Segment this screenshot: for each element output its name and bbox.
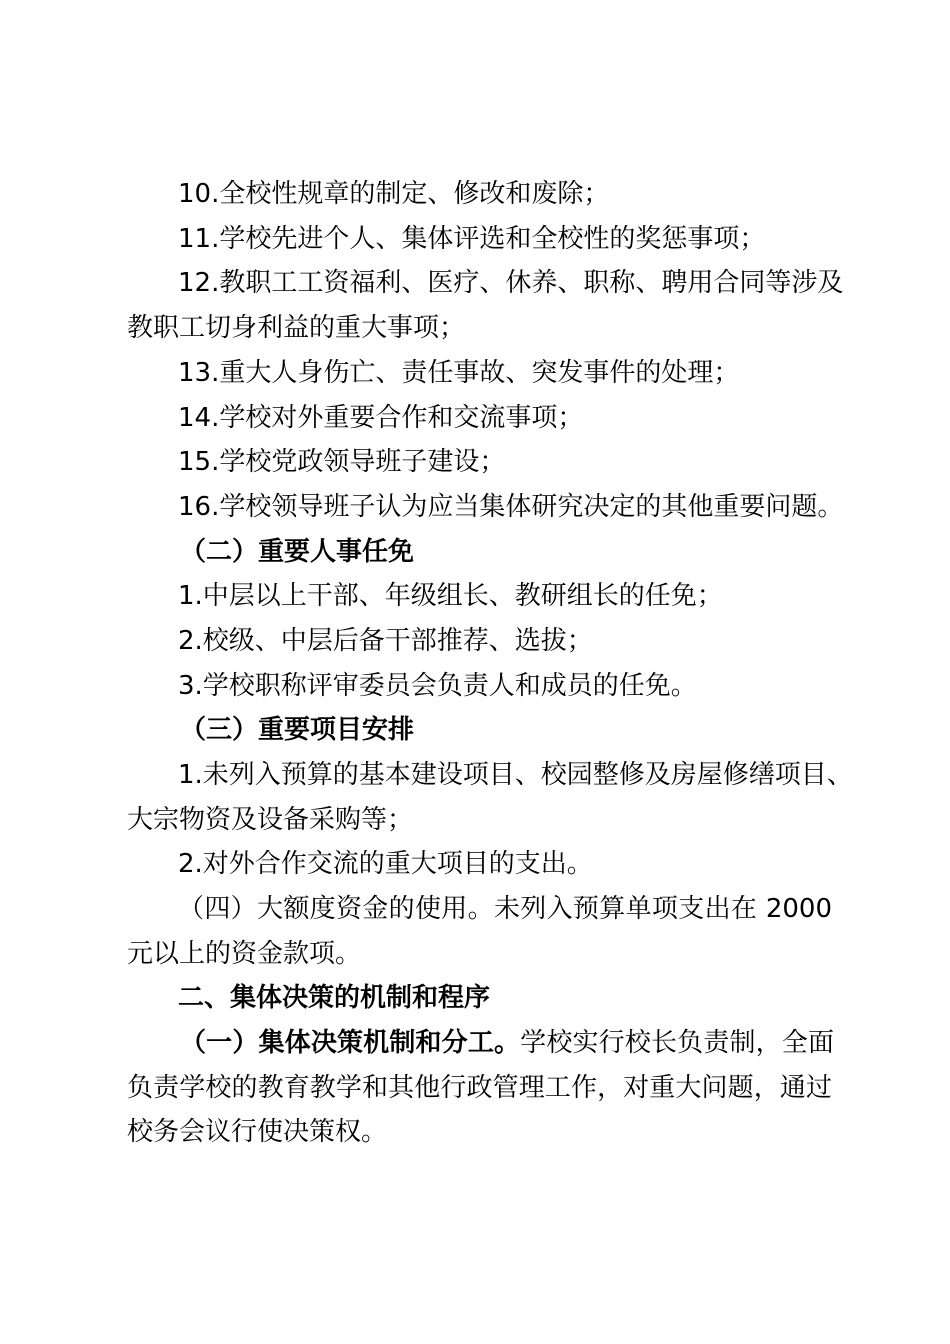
paragraph-line bbox=[180, 1028, 834, 1058]
inline-heading: （一）集体决策机制和分工。 bbox=[180, 1028, 521, 1058]
paragraph-line: 15.学校党政领导班子建设； bbox=[178, 447, 506, 477]
paragraph-line: 3.学校职称评审委员会负责人和成员的任免。 bbox=[178, 671, 697, 701]
paragraph-line: 1.未列入预算的基本建设项目、校园整修及房屋修缮项目、 bbox=[178, 760, 853, 790]
paragraph-line: 14.学校对外重要合作和交流事项； bbox=[178, 403, 584, 433]
paragraph-line: 负责学校的教育教学和其他行政管理工作，对重大问题，通过 bbox=[127, 1073, 832, 1103]
chapter-heading: 二、集体决策的机制和程序 bbox=[178, 983, 491, 1013]
paragraph-line: 10.全校性规章的制定、修改和废除； bbox=[178, 179, 610, 209]
paragraph-line: 2.对外合作交流的重大项目的支出。 bbox=[178, 849, 593, 879]
paragraph-line: 16.学校领导班子认为应当集体研究决定的其他重要问题。 bbox=[178, 492, 844, 522]
section-heading: （三）重要项目安排 bbox=[180, 715, 415, 745]
paragraph-text: 学校实行校长负责制，全面 bbox=[520, 1028, 834, 1058]
paragraph-line: 1.中层以上干部、年级组长、教研组长的任免； bbox=[178, 581, 723, 611]
paragraph-line: 教职工切身利益的重大事项； bbox=[127, 313, 466, 343]
paragraph-line: 12.教职工工资福利、医疗、休养、职称、聘用合同等涉及 bbox=[178, 268, 844, 298]
paragraph-line: 13.重大人身伤亡、责任事故、突发事件的处理； bbox=[178, 358, 740, 388]
paragraph-line: 11.学校先进个人、集体评选和全校性的奖惩事项； bbox=[178, 224, 766, 254]
paragraph-line: 元以上的资金款项。 bbox=[127, 939, 362, 969]
section-heading: （二）重要人事任免 bbox=[180, 537, 415, 567]
paragraph-line: 2.校级、中层后备干部推荐、选拔； bbox=[178, 626, 593, 656]
paragraph-line: （四）大额度资金的使用。未列入预算单项支出在 2000 bbox=[178, 894, 832, 924]
paragraph-line: 校务会议行使决策权。 bbox=[127, 1117, 388, 1147]
paragraph-line: 大宗物资及设备采购等； bbox=[127, 805, 414, 835]
